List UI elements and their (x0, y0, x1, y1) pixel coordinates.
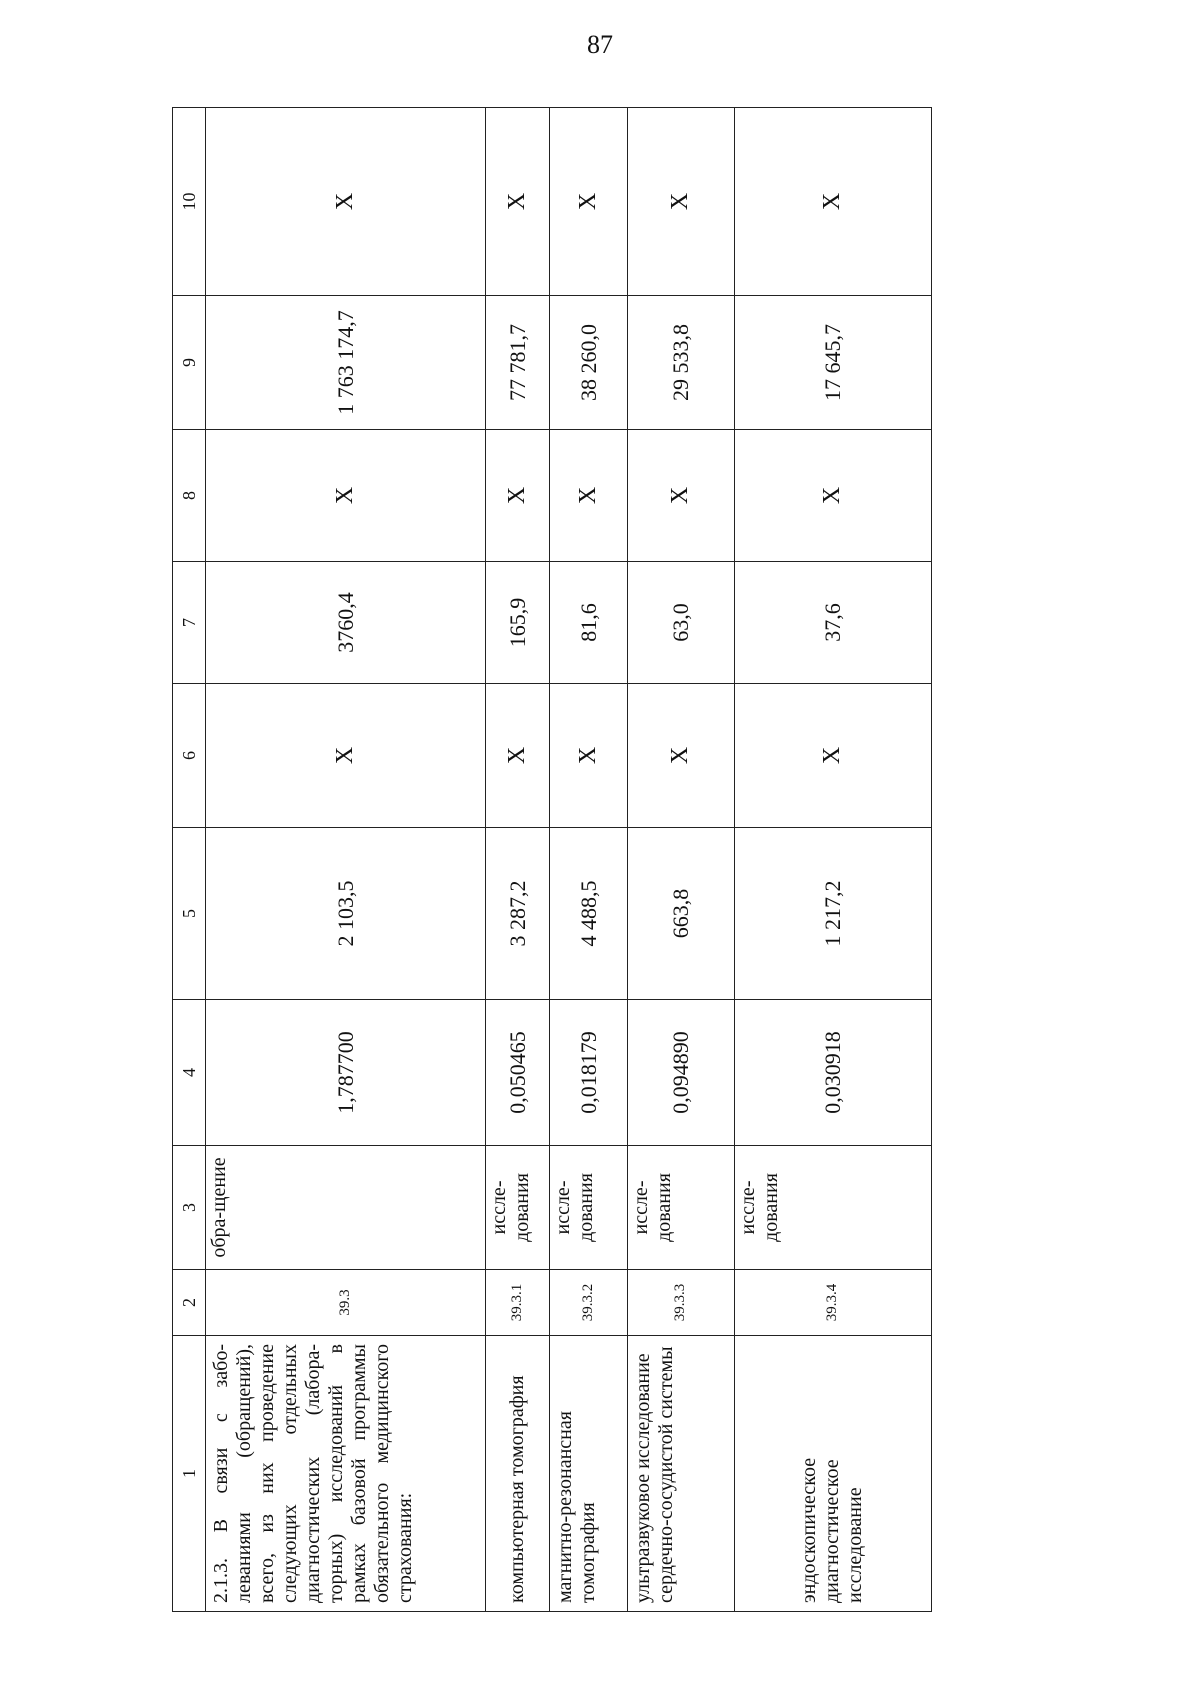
table-row (486, 108, 550, 1612)
cell-col8: Х (549, 430, 628, 562)
cell-col9: 77 781,7 (486, 296, 550, 430)
cell-col4: 1,787700 (205, 1000, 485, 1146)
row-name: 2.1.3. В связи с забо-леваниями (обращений), всего, из них проведение следующих отдельных диагностических (лабора-торных) исследований в рамках базовой программы обязательного медицинского страхования: (205, 1336, 485, 1612)
row-code: 39.3.3 (628, 1270, 734, 1336)
row-unit: иссле-дования (486, 1146, 550, 1270)
row-unit: иссле-дования (628, 1146, 734, 1270)
cell-col6: Х (205, 684, 485, 828)
col-number: 7 (173, 562, 206, 684)
cell-col7: 63,0 (628, 562, 734, 684)
cell-col5: 663,8 (628, 828, 734, 1000)
col-number: 3 (173, 1146, 206, 1270)
page-number: 87 (587, 30, 613, 59)
table-row (628, 108, 734, 1612)
cell-col5: 2 103,5 (205, 828, 485, 1000)
cell-col10: Х (734, 108, 931, 296)
cell-col6: Х (486, 684, 550, 828)
cell-col5: 3 287,2 (486, 828, 550, 1000)
cell-col8: Х (628, 430, 734, 562)
row-name: ультразвуковое исследование сердечно-сосудистой системы (628, 1336, 734, 1612)
col-number: 10 (173, 108, 206, 296)
cell-col10: Х (628, 108, 734, 296)
cell-col7: 3760,4 (205, 562, 485, 684)
cell-col8: Х (734, 430, 931, 562)
cell-col9: 17 645,7 (734, 296, 931, 430)
row-code: 39.3.4 (734, 1270, 931, 1336)
row-name: эндоскопическое диагностическое исследование (734, 1336, 931, 1612)
cell-col4: 0,094890 (628, 1000, 734, 1146)
tariff-table (172, 107, 932, 1612)
row-unit: обра-щение (205, 1146, 485, 1270)
cell-col10: Х (549, 108, 628, 296)
cell-col10: Х (486, 108, 550, 296)
cell-col6: Х (734, 684, 931, 828)
col-number: 5 (173, 828, 206, 1000)
col-number: 9 (173, 296, 206, 430)
col-number: 6 (173, 684, 206, 828)
cell-col7: 81,6 (549, 562, 628, 684)
cell-col9: 1 763 174,7 (205, 296, 485, 430)
rotated-table-wrapper (172, 108, 932, 1612)
row-unit: иссле-дования (734, 1146, 931, 1270)
cell-col5: 4 488,5 (549, 828, 628, 1000)
cell-col9: 29 533,8 (628, 296, 734, 430)
table-row (549, 108, 628, 1612)
cell-col9: 38 260,0 (549, 296, 628, 430)
col-number: 8 (173, 430, 206, 562)
row-code: 39.3 (205, 1270, 485, 1336)
table-row (734, 108, 931, 1612)
col-number: 4 (173, 1000, 206, 1146)
cell-col7: 165,9 (486, 562, 550, 684)
cell-col4: 0,050465 (486, 1000, 550, 1146)
cell-col8: Х (486, 430, 550, 562)
cell-col8: Х (205, 430, 485, 562)
row-unit: иссле-дования (549, 1146, 628, 1270)
cell-col6: Х (628, 684, 734, 828)
cell-col6: Х (549, 684, 628, 828)
col-number: 2 (173, 1270, 206, 1336)
cell-col10: Х (205, 108, 485, 296)
column-number-row (173, 108, 206, 1612)
row-name: компьютерная томография (486, 1336, 550, 1612)
row-code: 39.3.2 (549, 1270, 628, 1336)
table-row (205, 108, 485, 1612)
cell-col4: 0,030918 (734, 1000, 931, 1146)
cell-col7: 37,6 (734, 562, 931, 684)
row-name: магнитно-резонансная томография (549, 1336, 628, 1612)
cell-col5: 1 217,2 (734, 828, 931, 1000)
row-code: 39.3.1 (486, 1270, 550, 1336)
cell-col4: 0,018179 (549, 1000, 628, 1146)
col-number: 1 (173, 1336, 206, 1612)
